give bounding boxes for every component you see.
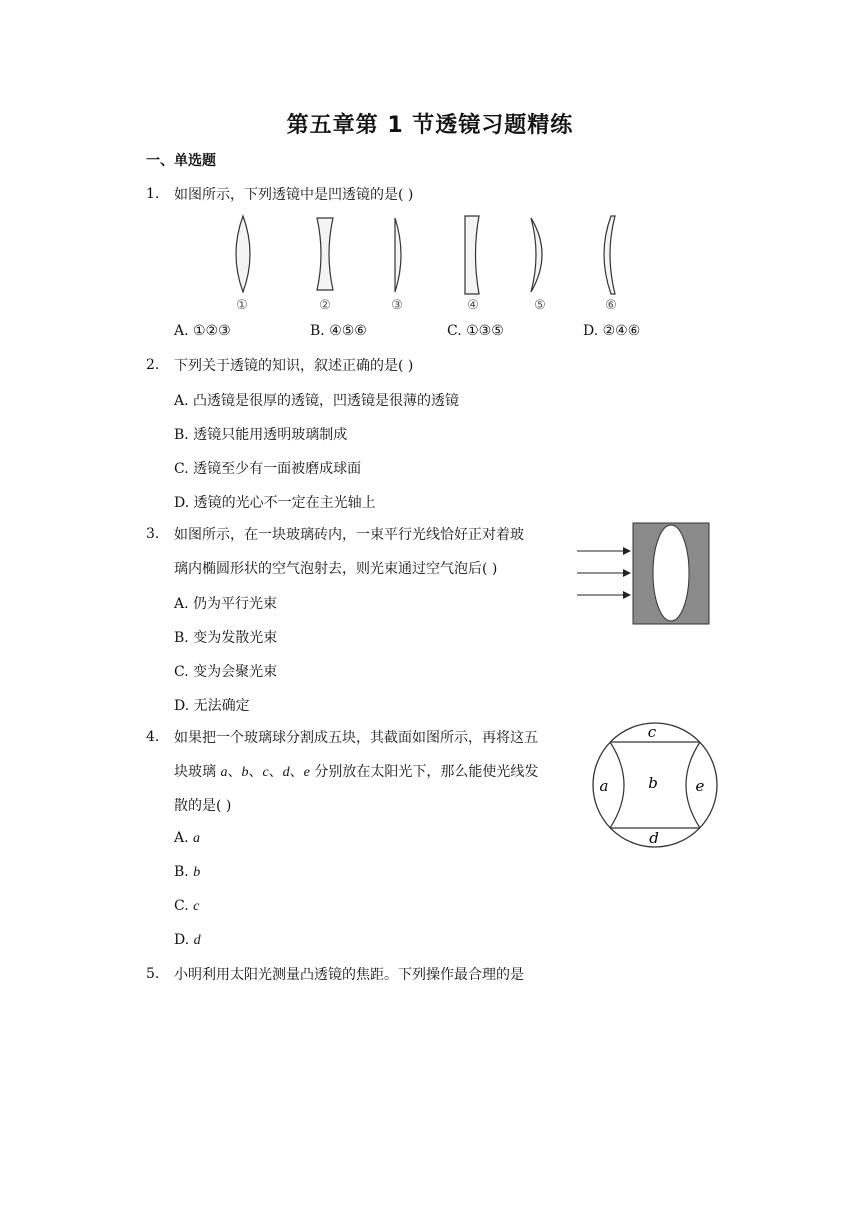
option-text: 凸透镜是很厚的透镜，凹透镜是很薄的透镜 xyxy=(193,393,460,409)
q3-option-c[interactable] xyxy=(174,661,277,681)
text-segment: 、 xyxy=(268,764,283,780)
lens-label-2: ② xyxy=(319,298,331,312)
lens-3-planoconvex xyxy=(395,218,401,292)
piece-label-d: d xyxy=(649,829,659,847)
lens-5-meniscus xyxy=(531,218,542,292)
lens-label-4: ④ xyxy=(467,298,479,312)
question-number: 4. xyxy=(146,729,160,745)
text-segment: 、 xyxy=(289,764,304,780)
lens-label-5: ⑤ xyxy=(534,298,546,312)
option-label: B. xyxy=(174,427,189,443)
question-number: 2. xyxy=(146,357,160,373)
text-segment: 、 xyxy=(227,764,242,780)
option-text: 无法确定 xyxy=(193,698,250,714)
option-text: 仍为平行光束 xyxy=(193,596,278,612)
q2-option-b[interactable] xyxy=(174,424,347,444)
question-text-line1: 如果把一个玻璃球分割成五块，其截面如图所示，再将这五 xyxy=(174,730,538,746)
q2-option-d[interactable] xyxy=(174,492,376,512)
q4-option-b[interactable] xyxy=(174,864,200,881)
option-label: D. xyxy=(174,495,190,511)
option-label: D. xyxy=(174,932,190,948)
piece-label-a: a xyxy=(599,777,609,795)
option-label: B. xyxy=(174,864,189,880)
option-label: A. xyxy=(174,393,189,409)
question-number: 5. xyxy=(146,966,160,982)
option-text: 透镜至少有一面被磨成球面 xyxy=(193,461,362,477)
q4-option-c[interactable] xyxy=(174,898,199,915)
option-value: b xyxy=(193,865,201,880)
q1-option-a[interactable]: A. ①②③ xyxy=(174,323,231,339)
option-label: D. xyxy=(174,698,190,714)
option-value: d xyxy=(193,933,201,948)
lens-label-3: ③ xyxy=(391,298,403,312)
question-text-line1: 如图所示，在一块玻璃砖内，一束平行光线恰好正对着玻 xyxy=(174,527,524,543)
text-segment: 块玻璃 xyxy=(174,764,221,780)
q1-option-b[interactable]: B. ④⑤⑥ xyxy=(310,323,367,339)
q4-option-a[interactable] xyxy=(174,830,200,847)
q3-option-d[interactable] xyxy=(174,695,250,715)
option-label: C. xyxy=(174,664,189,680)
var-a: a xyxy=(220,765,228,780)
glass-brick-figure xyxy=(575,520,715,628)
option-value: c xyxy=(193,899,200,914)
option-label: A. xyxy=(174,596,189,612)
lens-4-planoconcave xyxy=(465,216,479,294)
q2-option-c[interactable] xyxy=(174,458,361,478)
question-text-line3: 散的是( ) xyxy=(174,798,232,814)
section-heading: 一、单选题 xyxy=(146,153,216,169)
lens-label-1: ① xyxy=(236,298,248,312)
lens-figure xyxy=(225,212,645,312)
option-text: 透镜只能用透明玻璃制成 xyxy=(193,427,348,443)
q3-option-a[interactable] xyxy=(174,593,277,613)
q1-option-d[interactable]: D. ②④⑥ xyxy=(583,323,641,339)
q4-option-d[interactable] xyxy=(174,932,201,949)
piece-label-c: c xyxy=(647,723,657,741)
question-number: 3. xyxy=(146,526,160,542)
q1-option-c[interactable]: C. ①③⑤ xyxy=(447,323,504,339)
option-text: 透镜的光心不一定在主光轴上 xyxy=(193,495,376,511)
q2-option-a[interactable] xyxy=(174,390,459,410)
q3-option-b[interactable] xyxy=(174,627,277,647)
option-label: A. xyxy=(174,830,189,846)
question-text: 下列关于透镜的知识，叙述正确的是( ) xyxy=(174,358,414,374)
question-text: 如图所示，下列透镜中是凹透镜的是( ) xyxy=(174,187,414,203)
question-text-line2: 璃内椭圆形状的空气泡射去，则光束通过空气泡后( ) xyxy=(174,561,498,577)
option-text: 变为发散光束 xyxy=(193,630,278,646)
text-segment: 分别放在太阳光下，那么能使光线发 xyxy=(309,764,539,780)
var-e: e xyxy=(303,765,310,780)
question-number: 1. xyxy=(146,186,160,202)
lens-6-meniscus xyxy=(604,216,615,294)
question-text: 小明利用太阳光测量凸透镜的焦距。下列操作最合理的是 xyxy=(174,967,524,983)
option-text: 变为会聚光束 xyxy=(193,664,278,680)
option-label: B. xyxy=(174,630,189,646)
question-text-line2 xyxy=(174,755,538,790)
glass-sphere-figure xyxy=(590,720,720,850)
var-b: b xyxy=(241,765,249,780)
piece-label-b: b xyxy=(648,774,658,792)
piece-label-e: e xyxy=(695,777,705,795)
var-c: c xyxy=(262,765,269,780)
page-title: 第五章第 1 节透镜习题精练 xyxy=(286,113,574,138)
lens-1-biconvex xyxy=(236,216,250,292)
lens-2-biconcave xyxy=(317,218,333,290)
option-value: a xyxy=(193,831,201,846)
option-label: C. xyxy=(174,461,189,477)
text-segment: 、 xyxy=(248,764,263,780)
air-bubble xyxy=(653,525,689,621)
var-d: d xyxy=(282,765,290,780)
lens-label-6: ⑥ xyxy=(605,298,617,312)
option-label: C. xyxy=(174,898,189,914)
